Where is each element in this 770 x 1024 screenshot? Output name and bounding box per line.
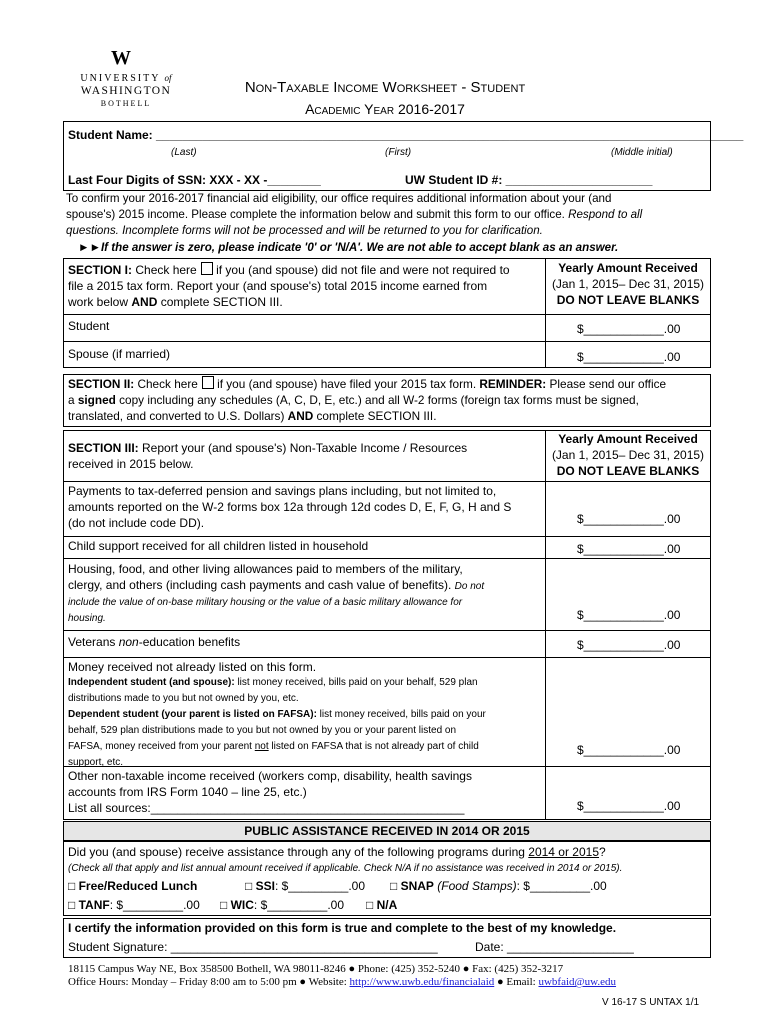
assist-q1b: 2014 or 2015 [528,845,599,859]
first-name-caption: (First) [385,147,412,158]
uw-student-id-field[interactable]: UW Student ID #: ______________________ [405,173,653,187]
section2-signed: signed [77,393,116,407]
certification-text: I certify the information provided on this form is true and complete to the best of my knowledge. [68,921,617,935]
section2-instructions [68,376,708,424]
section2-checkbox[interactable] [202,376,214,389]
money-l6a: FAFSA, money received from your parent [68,741,255,752]
section2-l2a: a [68,393,78,407]
na-checkbox[interactable]: □ N/A [366,898,398,912]
section1-student-label: Student [68,319,110,333]
military-l2-italic: Do not [454,581,485,592]
intro-line2 [66,208,642,221]
child-support-amount[interactable]: $____________.00 [577,542,681,556]
section2-l1b: if you (and spouse) have filed your 2015 tax form. [217,377,480,391]
logo-of: of [164,73,172,83]
email-link[interactable]: uwbfaid@uw.edu [538,976,617,988]
pension-l3: (do not include code DD). [68,516,205,530]
zero-instruction: ►►If the answer is zero, please indicate '0' or 'N/A'. We are not able to accept blank as an answer. [78,241,619,254]
assist-instructions: (Check all that apply and list annual amount received if applicable. Check N/A if no assistance was received in 2014 or 2015). [68,863,623,874]
military-l3: include the value of on-base military housing or the value of a basic military allowance for [68,597,463,608]
pension-l1: Payments to tax-deferred pension and savings plans including, but not limited to, [68,484,497,498]
signature-field[interactable]: Student Signature: ________________________________________ [68,940,438,954]
veterans-non: non [118,635,139,649]
section3-l1: Report your (and spouse's) Non-Taxable Income / Resources [138,441,468,455]
money-not: not [254,741,269,752]
assist-q1a: Did you (and spouse) receive assistance through any of the following programs during [68,845,529,859]
snap-amount: : $_________.00 [516,879,607,893]
ssi-amount: : $_________.00 [274,879,366,893]
pension-amount[interactable]: $____________.00 [577,512,681,526]
section3-yearly-h1: Yearly Amount Received [558,432,698,446]
section1-yearly-h3: DO NOT LEAVE BLANKS [556,293,700,307]
veterans-amount[interactable]: $____________.00 [577,638,681,652]
section3-label: SECTION III: [68,441,139,455]
money-l5: behalf, 529 plan distributions made to you but not owned by you or your parent listed on [68,725,457,736]
other-income-amount[interactable]: $____________.00 [577,799,681,813]
wic-amount: : $_________.00 [253,898,345,912]
student-name-field[interactable]: Student Name: ________________________________________________________________________________________ [68,128,744,142]
section1-label: SECTION I: [68,263,133,277]
ssn-field[interactable]: Last Four Digits of SSN: XXX - XX -________ [68,173,321,187]
veterans-l2: -education benefits [138,635,241,649]
snap-field[interactable] [390,879,607,893]
other-l1: Other non-taxable income received (workers comp, disability, health savings [68,769,472,783]
section3-yearly-h3: DO NOT LEAVE BLANKS [556,464,700,478]
section2-l1d: Please send our office [546,377,667,391]
section1-yearly-header [546,260,710,308]
section1-l3a: work below [68,295,132,309]
section2-l1a: Check here [134,377,202,391]
logo-line1: UNIVERSITY [80,73,161,84]
section3-yearly-header [546,431,710,479]
veterans-l1: Veterans [68,635,119,649]
child-support-label: Child support received for all children listed in household [68,539,369,553]
pension-row [68,483,543,531]
money-l1: Money received not already listed on this form. [68,660,317,674]
section2-l2c: copy including any schedules (A, C, D, E, etc.) and all W-2 forms (foreign tax forms must be signed, [115,393,639,407]
military-l4: housing. [68,613,106,624]
other-l2: accounts from IRS Form 1040 – line 25, etc.) [68,785,307,799]
footer-contact [68,976,616,988]
section2-l3b: AND [287,409,314,423]
section3-instructions [68,440,543,472]
money-dependent-text: list money received, bills paid on your [316,709,486,720]
intro-line2-italic: Respond to all [568,208,643,221]
pension-l2: amounts reported on the W-2 forms box 12a through 12d codes D, E, F, G, H and S [68,500,512,514]
other-sources[interactable]: List all sources:_______________________________________________ [68,801,465,815]
footer-address: 18115 Campus Way NE, Box 358500 Bothell, WA 98011-8246 ● Phone: (425) 352-5240 ● Fax: (425) 352-3217 [68,963,564,975]
section1-l1b: if you (and spouse) did not file and were not required to [216,263,510,277]
military-l2: clergy, and others (including cash payments and cash value of benefits). [68,578,455,592]
section1-l2: file a 2015 tax form. Report your (and spouse's) total 2015 income earned from [68,279,488,293]
date-field[interactable]: Date: ___________________ [475,940,634,954]
logo-line3: BOTHELL [100,99,152,108]
section2-l3c: complete SECTION III. [313,409,437,423]
military-amount[interactable]: $____________.00 [577,608,681,622]
section1-yearly-h1: Yearly Amount Received [558,261,698,275]
other-income-row [68,768,543,816]
military-row [68,561,543,627]
intro-line2-text: spouse's) 2015 income. Please complete the information below and submit this form to our office. [66,208,569,221]
money-received-amount[interactable]: $____________.00 [577,743,681,757]
wic-field[interactable] [220,898,344,912]
section3-l2: received in 2015 below. [68,457,194,471]
section2-label: SECTION II: [68,377,135,391]
form-version: V 16-17 S UNTAX 1/1 [602,997,700,1008]
form-title: Non-Taxable Income Worksheet - Student [244,79,526,96]
money-independent-text: list money received, bills paid on your behalf, 529 plan [234,677,478,688]
money-l6c: listed on FAFSA that is not already part of child [268,741,479,752]
middle-initial-caption: (Middle initial) [611,147,673,158]
public-assistance-header: PUBLIC ASSISTANCE RECEIVED IN 2014 OR 2015 [244,824,530,838]
snap-note: (Food Stamps) [433,879,517,893]
uw-logo-text [70,72,182,110]
section1-checkbox[interactable] [201,262,213,275]
snap-label: □ SNAP [390,879,434,893]
money-l3: distributions made to you but not owned by you, etc. [68,693,299,704]
section1-yearly-h2: (Jan 1, 2015– Dec 31, 2015) [551,277,705,291]
footer-hours: Office Hours: Monday – Friday 8:00 am to 5:00 pm ● Website: [68,976,350,988]
tanf-label: □ TANF [68,898,110,912]
free-lunch-checkbox[interactable]: □ Free/Reduced Lunch [68,879,198,893]
intro-line1: To confirm your 2016-2017 financial aid eligibility, our office requires additional information about your (and [66,192,612,205]
section1-student-amount[interactable]: $____________.00 [577,322,681,336]
money-received-row [68,659,543,771]
section2-l3a: translated, and converted to U.S. Dollars) [68,409,288,423]
last-name-caption: (Last) [171,147,197,158]
section1-l3b: AND [131,295,158,309]
veterans-label [68,635,240,649]
assist-question [68,845,606,859]
section3-yearly-h2: (Jan 1, 2015– Dec 31, 2015) [551,448,705,462]
footer-email-label: ● Email: [494,976,539,988]
section1-instructions [68,262,543,310]
logo-line2: WASHINGTON [80,85,172,97]
money-l7: support, etc. [68,757,124,768]
section2-reminder: REMINDER: [479,377,547,391]
section1-l1a: Check here [132,263,201,277]
website-link[interactable]: http://www.uwb.edu/financialaid [349,976,495,988]
section1-spouse-amount[interactable]: $____________.00 [577,350,681,364]
ssi-field[interactable] [245,879,365,893]
section1-l3c: complete SECTION III. [157,295,283,309]
form-subtitle: Academic Year 2016-2017 [305,101,465,117]
money-dependent: Dependent student (your parent is listed on FAFSA): [68,709,317,720]
military-l1: Housing, food, and other living allowances paid to members of the military, [68,562,463,576]
money-independent: Independent student (and spouse): [68,677,235,688]
tanf-field[interactable] [68,898,200,912]
section1-spouse-label: Spouse (if married) [68,347,171,361]
intro-line3: questions. Incomplete forms will not be processed and will be returned to you for clarification. [66,224,543,237]
uw-logo-mark: W [111,47,130,69]
wic-label: □ WIC [220,898,254,912]
ssi-label: □ SSI [245,879,275,893]
tanf-amount: : $_________.00 [109,898,200,912]
assist-q1c: ? [599,845,606,859]
